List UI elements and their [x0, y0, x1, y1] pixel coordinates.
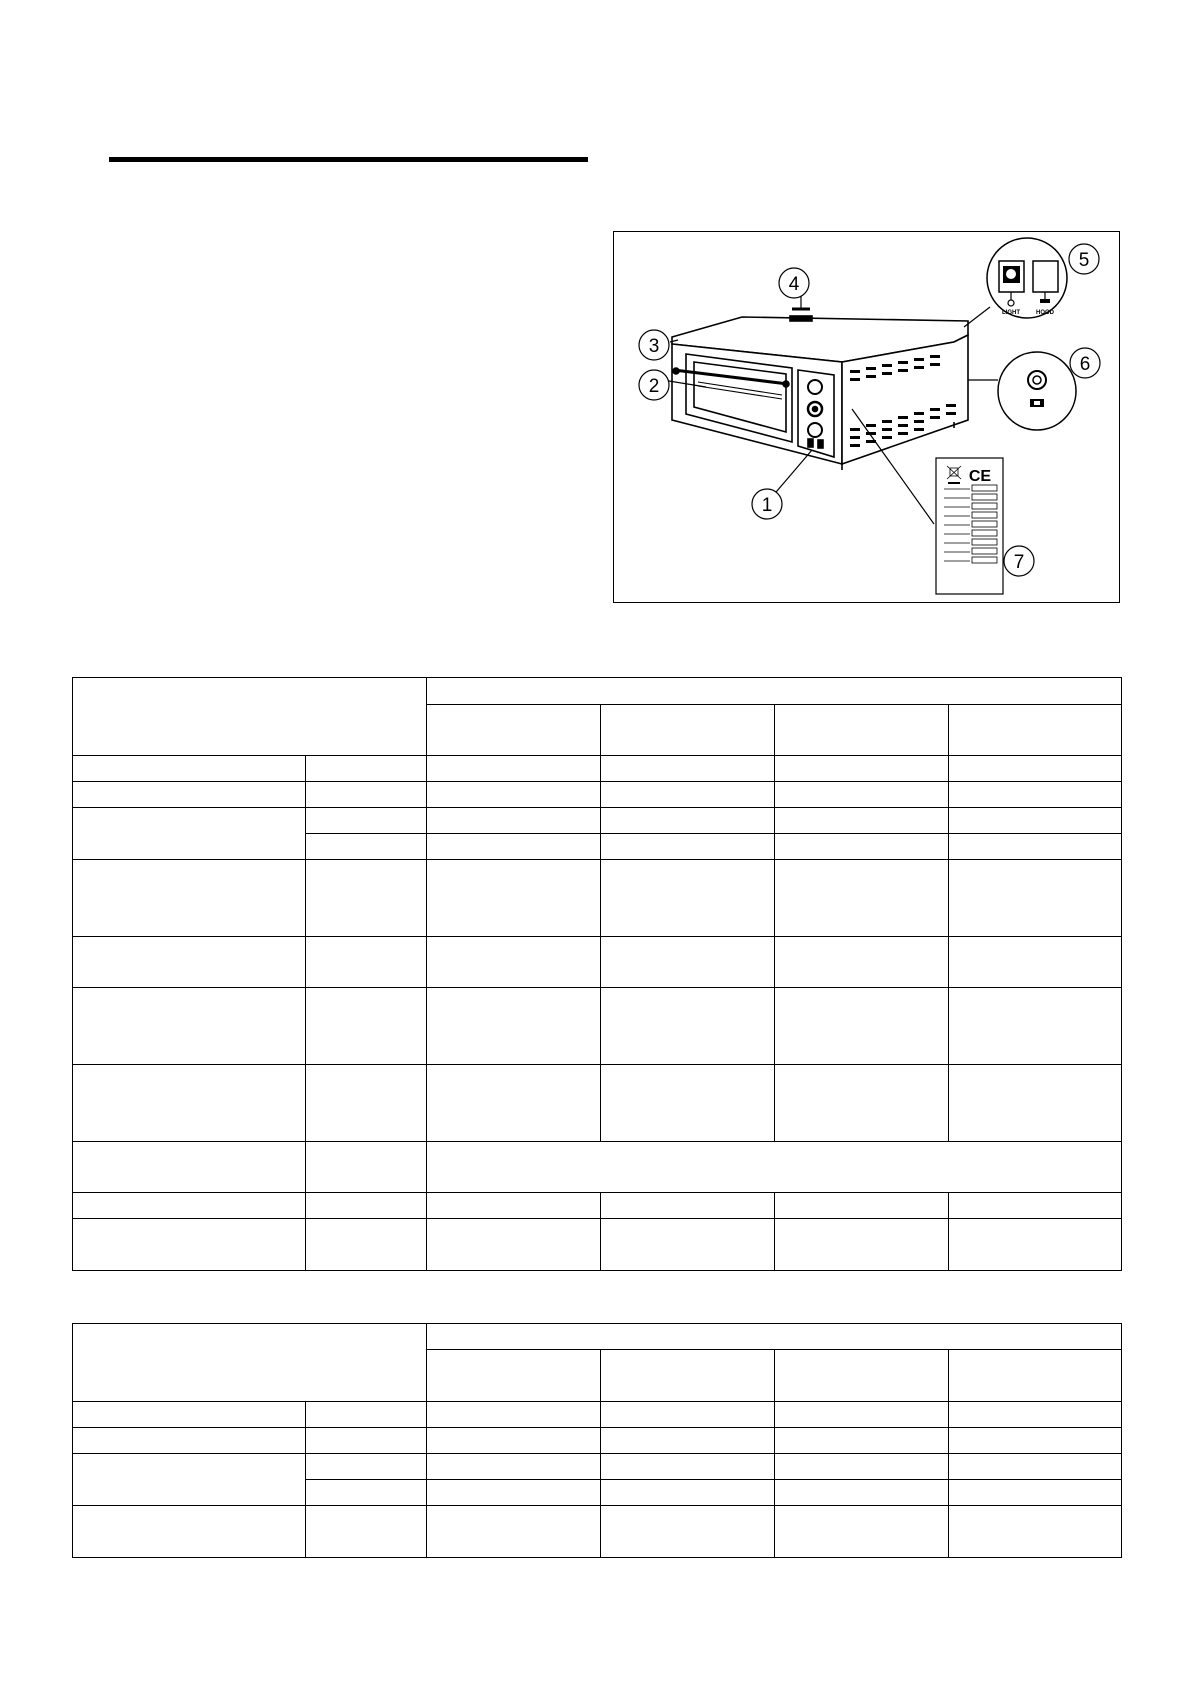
table-cell [427, 756, 601, 782]
table-cell [427, 1454, 601, 1480]
table-cell [427, 1480, 601, 1506]
table-row [73, 1219, 1122, 1271]
table-cell [306, 1480, 427, 1506]
table-cell [601, 1480, 775, 1506]
table-cell [775, 1219, 949, 1271]
table-cell [306, 1506, 427, 1558]
callout-5 [1069, 244, 1099, 274]
section-title-rule [109, 157, 588, 162]
table-cell [427, 1402, 601, 1428]
light-switch-label: LIGHT [1002, 310, 1020, 316]
table-cell [601, 756, 775, 782]
table-cell [949, 988, 1122, 1065]
table-cell [306, 937, 427, 988]
table-cell [73, 782, 306, 808]
table-cell [73, 1142, 306, 1193]
table-cell [73, 1402, 306, 1428]
table-cell [601, 705, 775, 756]
oven-body [672, 309, 968, 470]
table-cell [306, 808, 427, 834]
svg-text:6: 6 [1079, 354, 1091, 375]
table-cell [427, 705, 601, 756]
table-cell [949, 1402, 1122, 1428]
socket-detail-circle [998, 352, 1076, 430]
table-cell [949, 1506, 1122, 1558]
table-cell [306, 1402, 427, 1428]
callout-6 [1070, 348, 1100, 378]
svg-text:3: 3 [648, 336, 660, 357]
table-cell [427, 1428, 601, 1454]
table-row [73, 756, 1122, 782]
table-cell [73, 756, 306, 782]
oven-diagram-figure [613, 231, 1120, 603]
table-cell [949, 937, 1122, 988]
table-cell [949, 808, 1122, 834]
table-cell [949, 1454, 1122, 1480]
table-cell [601, 860, 775, 937]
table-header-models [427, 678, 1122, 705]
table-row [73, 678, 1122, 705]
table-cell [775, 1350, 949, 1402]
table-cell [73, 988, 306, 1065]
table-cell [601, 1065, 775, 1142]
table-cell [775, 705, 949, 756]
table-cell [73, 1193, 306, 1219]
table-cell [775, 1193, 949, 1219]
ce-mark: CE [968, 468, 992, 485]
table-cell [427, 988, 601, 1065]
table-cell [427, 1506, 601, 1558]
callout-7 [1004, 546, 1034, 576]
table-cell [949, 1193, 1122, 1219]
rating-plate [936, 458, 1003, 594]
table-row [73, 782, 1122, 808]
technical-data-table-1 [72, 677, 1122, 1271]
table-cell [775, 937, 949, 988]
table-cell [427, 1350, 601, 1402]
table-cell [949, 834, 1122, 860]
table-cell [775, 782, 949, 808]
table-cell [306, 1065, 427, 1142]
table-cell [949, 1350, 1122, 1402]
svg-text:2: 2 [648, 376, 660, 397]
table-cell [427, 1193, 601, 1219]
component-list-area [109, 240, 589, 600]
table-row [73, 1454, 1122, 1480]
table-cell [306, 1454, 427, 1480]
table-cell [601, 1350, 775, 1402]
table-cell [601, 782, 775, 808]
table-cell [306, 1142, 427, 1193]
table-cell [427, 1219, 601, 1271]
table-cell [949, 782, 1122, 808]
table-header-corner [73, 678, 427, 756]
table-cell [601, 1219, 775, 1271]
table-cell [949, 756, 1122, 782]
table-header-corner [73, 1324, 427, 1402]
table-cell [601, 937, 775, 988]
table-row [73, 1402, 1122, 1428]
svg-text:7: 7 [1013, 552, 1025, 573]
table-row [73, 1193, 1122, 1219]
table-cell [73, 1454, 306, 1506]
table-cell [775, 1480, 949, 1506]
callout-2 [639, 370, 669, 400]
svg-text:5: 5 [1078, 250, 1090, 271]
table-cell [306, 782, 427, 808]
table-cell [601, 1506, 775, 1558]
table-cell [775, 1428, 949, 1454]
table-cell [601, 988, 775, 1065]
table-row [73, 937, 1122, 988]
table-cell [427, 808, 601, 834]
table-row [73, 808, 1122, 834]
table-cell [306, 1193, 427, 1219]
table-cell [306, 1428, 427, 1454]
table-cell [73, 808, 306, 860]
svg-text:4: 4 [788, 274, 800, 295]
table-row [73, 1506, 1122, 1558]
table-cell [73, 860, 306, 937]
table-cell [775, 834, 949, 860]
table-cell [73, 1506, 306, 1558]
switch-detail-circle [987, 238, 1067, 318]
table-cell [601, 834, 775, 860]
table-cell [427, 937, 601, 988]
callout-3 [639, 330, 669, 360]
table-row [73, 1428, 1122, 1454]
table-cell [601, 1454, 775, 1480]
table-cell [73, 1065, 306, 1142]
table-cell [73, 937, 306, 988]
technical-data-table-2 [72, 1323, 1122, 1558]
table-row [73, 1065, 1122, 1142]
table-cell [775, 1402, 949, 1428]
oven-drawing [614, 232, 1121, 604]
callout-4 [779, 268, 809, 298]
table-header-models [427, 1324, 1122, 1350]
svg-text:1: 1 [761, 495, 773, 516]
table-cell [601, 1402, 775, 1428]
table-cell [949, 1219, 1122, 1271]
table-row [73, 860, 1122, 937]
table-cell [601, 1428, 775, 1454]
table-cell [306, 1219, 427, 1271]
table-cell [73, 1428, 306, 1454]
table-cell [73, 1219, 306, 1271]
table-cell [601, 808, 775, 834]
table-cell [306, 988, 427, 1065]
table-cell [427, 1065, 601, 1142]
table-cell [306, 834, 427, 860]
table-cell [775, 860, 949, 937]
table-row [73, 1142, 1122, 1193]
table-cell [427, 782, 601, 808]
table-cell [427, 834, 601, 860]
table-cell [775, 1065, 949, 1142]
table-cell [775, 988, 949, 1065]
table-cell [775, 756, 949, 782]
table-cell [949, 1065, 1122, 1142]
table-cell [306, 756, 427, 782]
table-cell [949, 860, 1122, 937]
callout-1 [752, 489, 782, 519]
table-cell [775, 1506, 949, 1558]
table-cell-merged [427, 1142, 1122, 1193]
table-cell [775, 808, 949, 834]
table-cell [775, 1454, 949, 1480]
table-cell [601, 1193, 775, 1219]
table-cell [949, 1480, 1122, 1506]
table-cell [427, 860, 601, 937]
table-row [73, 1324, 1122, 1350]
table-cell [949, 705, 1122, 756]
table-cell [306, 860, 427, 937]
table-row [73, 988, 1122, 1065]
table-cell [949, 1428, 1122, 1454]
hood-switch-label: HOOD [1036, 310, 1054, 316]
